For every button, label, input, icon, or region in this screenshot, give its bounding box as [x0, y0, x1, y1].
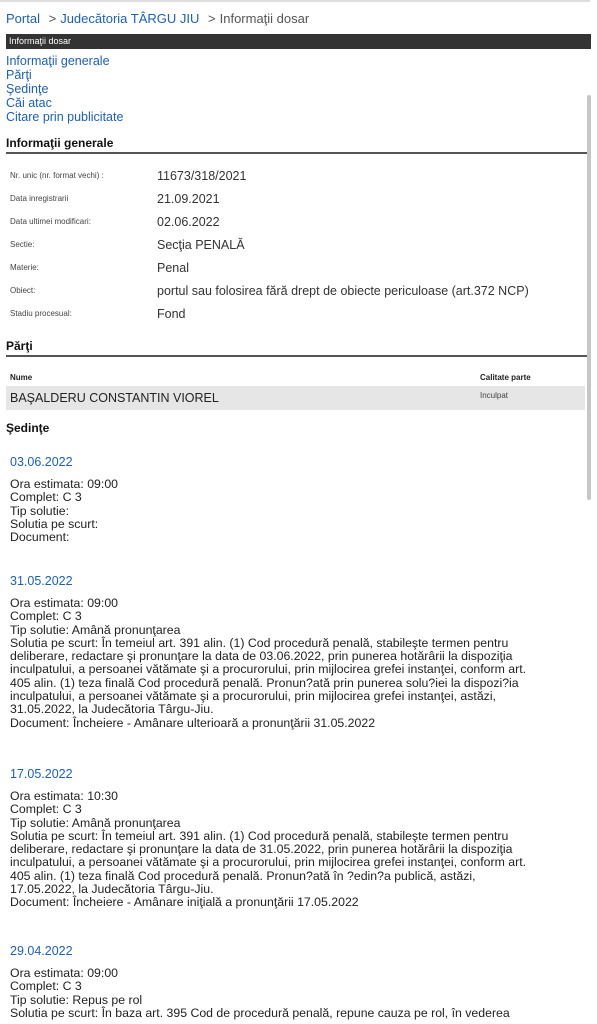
- sedinta-date-link[interactable]: 17.05.2022: [10, 767, 73, 781]
- sedinta-item: [10, 574, 585, 730]
- breadcrumb-portal-link[interactable]: Portal: [6, 11, 40, 26]
- sedinte-heading: Şedinţe: [6, 421, 50, 435]
- sedinta-solutie-text: 405 alin. (1) teza finală Cod procedură penală. Pronun?ată în ?edin?a publică, astăzi,: [10, 868, 476, 883]
- field-value-nr-unic: 11673/318/2021: [157, 169, 247, 183]
- breadcrumb-separator: >: [208, 11, 216, 26]
- sedinta-solutie-text: deliberare, redactare şi pronunţare la data de 03.06.2022, prin punerea hotărârii la dispoziţia: [10, 649, 513, 664]
- sedinta-document: Document: Încheiere - Amânare iniţială a pronunţării 17.05.2022: [10, 895, 359, 910]
- parti-divider: [6, 355, 591, 357]
- breadcrumb-current: Informaţii dosar: [219, 11, 310, 26]
- sedinta-solutie-text: inculpatului, a persoanei vătămate şi a procurorului, prin mijlocirea grefei instanţei, conform art.: [10, 662, 527, 677]
- nav-link-parti[interactable]: Părţi: [6, 68, 32, 82]
- breadcrumb-court-link[interactable]: Judecătoria TÂRGU JIU: [60, 11, 200, 26]
- field-label-data-modificari: Data ultimei modificari:: [10, 217, 91, 226]
- page-header-bar: Informaţii dosar: [6, 34, 591, 49]
- scrollbar-thumb[interactable]: [587, 95, 591, 500]
- sedinta-ora: Ora estimata: 09:00: [10, 966, 118, 980]
- sedinta-solutie-text: inculpatului, a persoanei vătămate şi a procurorului, prin mijlocirea grefei instanţei, conform art.: [10, 855, 527, 870]
- sedinta-tip-solutie: Tip solutie: Repus pe rol: [10, 992, 143, 1007]
- sedinta-complet: Complet: C 3: [10, 802, 82, 817]
- nav-link-informatii-generale[interactable]: Informaţii generale: [6, 54, 110, 68]
- breadcrumb: [6, 11, 309, 26]
- sedinta-solutie-text: inculpatului, a persoanei vătămate şi a procurorului, prin mijlocirea grefei instanţei, astăzi,: [10, 689, 496, 704]
- general-info-divider: [6, 152, 591, 154]
- sedinta-solutie-scurt: Solutia pe scurt:: [10, 516, 99, 531]
- sedinta-document: Document: Încheiere - Amânare ulterioară a pronunţării 31.05.2022: [10, 715, 376, 730]
- field-value-data-inregistrarii: 21.09.2021: [157, 192, 220, 206]
- sedinta-complet: Complet: C 3: [10, 490, 82, 505]
- sedinta-tip-solutie: Tip solutie:: [10, 503, 70, 518]
- sedinta-ora: Ora estimata: 09:00: [10, 477, 118, 491]
- sedinta-solutie-text: deliberare, redactare şi pronunţare la data de 31.05.2022, prin punerea hotărârii la dispoziţia: [10, 842, 513, 857]
- general-info-heading: Informaţii generale: [6, 136, 114, 150]
- field-label-stadiu: Stadiu procesual:: [10, 309, 72, 318]
- parti-column-header-calitate: Calitate parte: [480, 373, 531, 382]
- sedinta-ora: Ora estimata: 10:30: [10, 789, 118, 803]
- field-value-data-modificari: 02.06.2022: [157, 215, 220, 229]
- top-divider: [0, 0, 590, 2]
- parti-heading: Părţi: [6, 339, 33, 353]
- sedinta-date-link[interactable]: 31.05.2022: [10, 574, 73, 588]
- field-value-sectie: Secţia PENALĂ: [157, 238, 245, 252]
- sedinta-solutie-text: 405 alin. (1) teza finală Cod procedură penală. Pronun?ată prin punerea solu?iei la dispozi?ia: [10, 675, 519, 690]
- sedinta-tip-solutie: Tip solutie: Amână pronunţarea: [10, 815, 181, 830]
- sedinta-complet: Complet: C 3: [10, 979, 82, 994]
- field-label-obiect: Obiect:: [10, 286, 36, 295]
- sedinta-date-link[interactable]: 03.06.2022: [10, 455, 73, 469]
- field-value-stadiu: Fond: [157, 307, 186, 321]
- parti-table-row: [6, 386, 585, 410]
- sedinta-complet: Complet: C 3: [10, 609, 82, 624]
- breadcrumb-separator: >: [48, 11, 57, 26]
- section-nav: [6, 54, 123, 124]
- parte-calitate: Inculpat: [480, 391, 509, 400]
- nav-link-cai-atac[interactable]: Căi atac: [6, 96, 52, 110]
- sedinta-document: Document:: [10, 530, 70, 545]
- sedinta-date-link[interactable]: 29.04.2022: [10, 944, 73, 958]
- field-value-obiect: portul sau folosirea fără drept de obiecte periculoase (art.372 NCP): [157, 284, 529, 298]
- sedinta-solutie-scurt: Solutia pe scurt: În temeiul art. 391 alin. (1) Cod procedură penală, stabileşte termen pentru: [10, 828, 509, 843]
- nav-link-sedinte[interactable]: Şedinţe: [6, 82, 49, 96]
- field-label-materie: Materie:: [10, 263, 39, 272]
- sedinta-solutie-scurt: Solutia pe scurt: În temeiul art. 391 alin. (1) Cod procedură penală, stabileşte termen pentru: [10, 635, 509, 650]
- field-label-nr-unic: Nr. unic (nr. format vechi) :: [10, 171, 104, 180]
- sedinta-item: [10, 767, 585, 910]
- sedinta-solutie-text: 17.05.2022, la Judecătoria Târgu-Jiu.: [10, 882, 214, 897]
- nav-link-citare-publicitate[interactable]: Citare prin publicitate: [6, 110, 124, 124]
- field-label-data-inregistrarii: Data inregistrarii: [10, 194, 69, 203]
- parti-column-header-nume: Nume: [10, 373, 33, 382]
- sedinta-solutie-scurt: Solutia pe scurt: În baza art. 395 Cod de procedură penală, repune cauza pe rol, în vederea: [10, 1005, 510, 1020]
- field-value-materie: Penal: [157, 261, 189, 275]
- field-label-sectie: Sectie:: [10, 240, 35, 249]
- sedinta-ora: Ora estimata: 09:00: [10, 596, 118, 610]
- sedinta-solutie-text: 31.05.2022, la Judecătoria Târgu-Jiu.: [10, 702, 214, 717]
- sedinta-tip-solutie: Tip solutie: Amână pronunţarea: [10, 622, 181, 637]
- parte-name: BAŞALDERU CONSTANTIN VIOREL: [10, 391, 219, 405]
- sedinta-item: [10, 455, 585, 544]
- sedinta-item: [10, 944, 585, 1020]
